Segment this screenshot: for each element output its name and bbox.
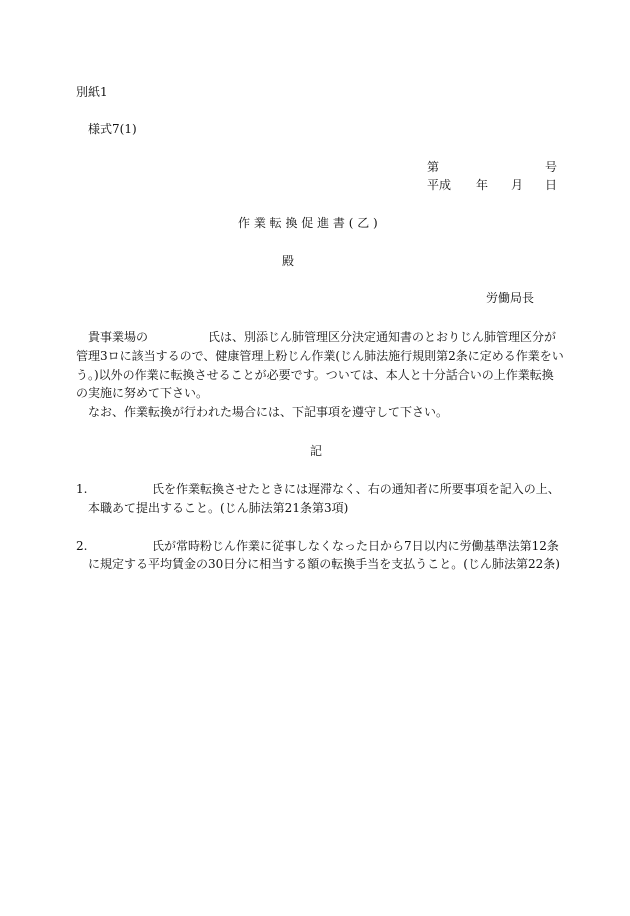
date-month: 月: [511, 178, 524, 192]
body-line-3: う。)以外の作業に転換させることが必要です。ついては、本人と十分話合いの上作業転換: [76, 368, 554, 382]
body-line-1b: 氏は、別添じん肺管理区分決定通知書のとおりじん肺管理区分が: [208, 330, 557, 344]
date-day: 日: [545, 178, 558, 192]
item-number: 1.: [76, 482, 88, 496]
attachment-label: 別紙1: [76, 85, 108, 99]
form-number: 様式7(1): [88, 122, 137, 136]
item-line-2: 本職あて提出すること。(じん肺法第21条第3項): [88, 501, 349, 515]
document-title: 作 業 転 換 促 進 書 ( 乙 ): [238, 216, 378, 230]
item-line-2: に規定する平均賃金の30日分に相当する額の転換手当を支払うこと。(じん肺法第22条): [88, 557, 560, 571]
doc-number-suffix: 号: [545, 160, 558, 174]
date-era: 平成: [427, 178, 452, 192]
body-paragraph-2: なお、作業転換が行われた場合には、下記事項を遵守して下さい。: [88, 405, 449, 419]
ki-heading: 記: [310, 444, 323, 458]
doc-number-prefix: 第: [427, 160, 440, 174]
item-line-1: 氏が常時粉じん作業に従事しなくなった日から7日以内に労働基準法第12条: [152, 539, 559, 553]
item-line-1: 氏を作業転換させたときには遅滞なく、右の通知者に所要事項を記入の上、: [152, 482, 560, 496]
body-line-1a: 貴事業場の: [88, 330, 149, 344]
addressee-honorific: 殿: [282, 254, 295, 268]
body-line-2: 管理3ロに該当するので、健康管理上粉じん作業(じん肺法施行規則第2条に定める作業をい: [76, 349, 564, 363]
item-number: 2.: [76, 539, 88, 553]
issuer: 労働局長: [486, 291, 535, 305]
date-year: 年: [476, 178, 489, 192]
body-line-4: の実施に努めて下さい。: [76, 386, 209, 400]
